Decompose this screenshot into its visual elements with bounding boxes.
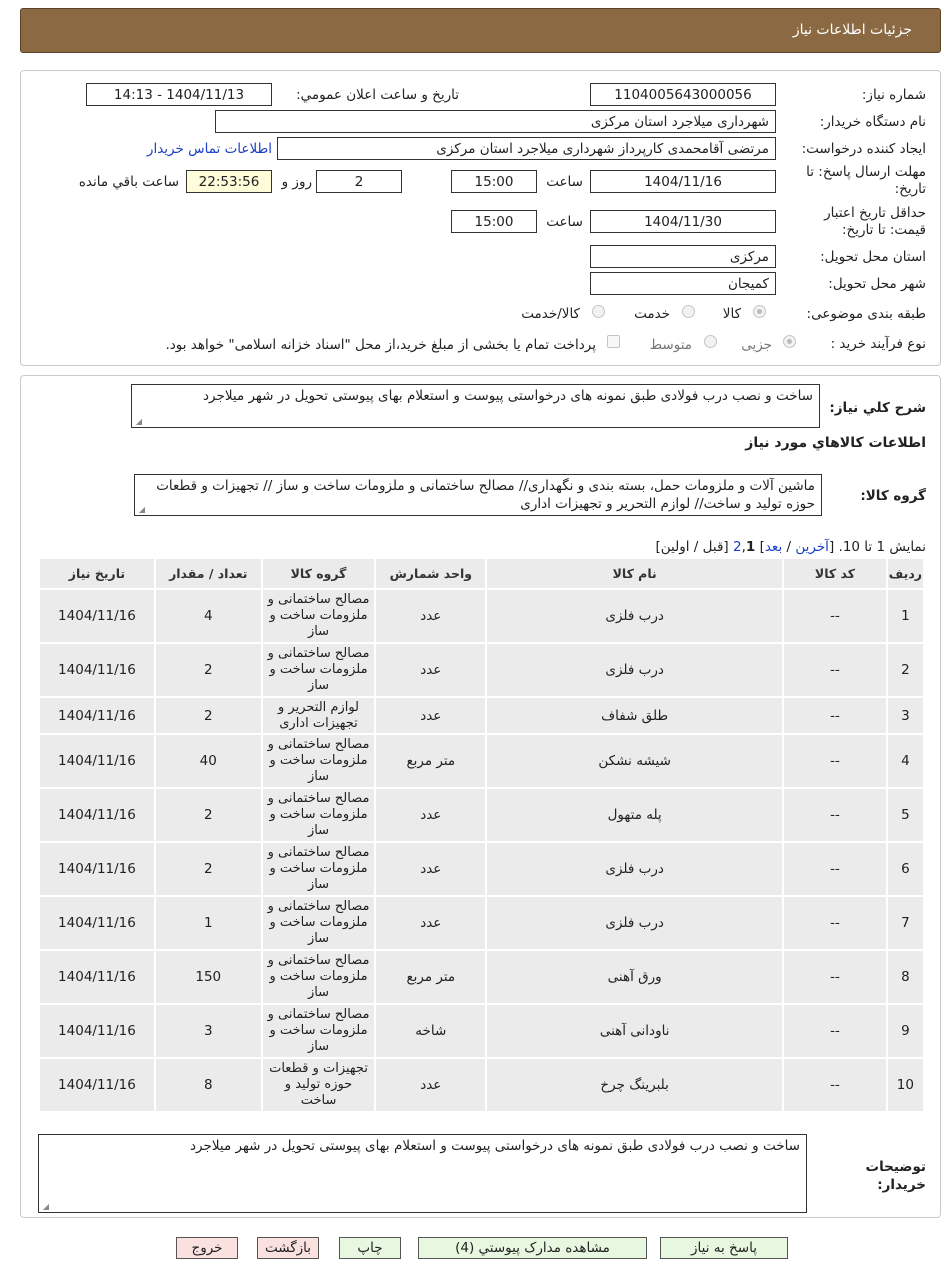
- cell-unit: عدد: [376, 590, 485, 642]
- cell-unit: متر مربع: [376, 735, 485, 787]
- cell-row-num: 6: [888, 843, 923, 895]
- cell-code: --: [784, 644, 886, 696]
- cell-qty: 1: [156, 897, 261, 949]
- cell-code: --: [784, 1059, 886, 1111]
- cell-row-num: 7: [888, 897, 923, 949]
- col-header-code: کد کالا: [784, 559, 886, 588]
- cell-unit: عدد: [376, 789, 485, 841]
- cell-row-num: 2: [888, 644, 923, 696]
- pagination-close-bracket: ]: [759, 539, 765, 555]
- cell-qty: 40: [156, 735, 261, 787]
- creator-field: مرتضی آقامحمدی کارپرداز شهرداری میلاجرد استان مرکزی: [277, 137, 776, 160]
- buyer-field: شهرداری میلاجرد استان مرکزی: [215, 110, 776, 133]
- announce-label: تاریخ و ساعت اعلان عمومي:: [296, 87, 459, 103]
- cell-qty: 3: [156, 1005, 261, 1057]
- cell-qty: 2: [156, 789, 261, 841]
- cell-qty: 150: [156, 951, 261, 1003]
- pagination-open-bracket: [: [828, 539, 835, 555]
- table-row: [40, 897, 923, 949]
- cell-item-name: شیشه نشکن: [487, 735, 782, 787]
- deadline-time-label: ساعت: [546, 174, 583, 190]
- pagination-next-link[interactable]: بعد: [764, 539, 783, 555]
- validity-label: حداقل تاریخ اعتبار قیمت: تا تاریخ:: [824, 205, 926, 238]
- cell-item-name: پله متهول: [487, 789, 782, 841]
- days-label: روز و: [281, 174, 312, 190]
- city-field: کمیجان: [590, 272, 776, 295]
- cell-group: لوازم التحریر و تجهیزات اداری: [263, 698, 375, 733]
- category-option-goods: کالا: [722, 306, 741, 322]
- category-radio-goods[interactable]: [753, 305, 766, 318]
- col-header-unit: واحد شمارش: [376, 559, 485, 588]
- cell-unit: شاخه: [376, 1005, 485, 1057]
- province-field: مرکزی: [590, 245, 776, 268]
- treasury-payment-note: پرداخت تمام یا بخشی از مبلغ خرید،از محل "اسناد خزانه اسلامی" خواهد بود.: [165, 337, 596, 353]
- process-option-minor: جزیی: [741, 337, 772, 353]
- category-option-service: خدمت: [634, 306, 670, 322]
- cell-group: مصالح ساختمانی و ملزومات ساخت و ساز: [263, 789, 375, 841]
- cell-qty: 2: [156, 698, 261, 733]
- buyer-contact-link[interactable]: اطلاعات تماس خریدار: [146, 141, 272, 157]
- cell-need-date: 1404/11/16: [40, 590, 154, 642]
- need-number-field: 1104005643000056: [590, 83, 776, 106]
- category-option-goods-service: کالا/خدمت: [521, 306, 580, 322]
- print-button[interactable]: چاپ: [339, 1237, 401, 1259]
- cell-need-date: 1404/11/16: [40, 897, 154, 949]
- cell-code: --: [784, 590, 886, 642]
- cell-item-name: ورق آهنی: [487, 951, 782, 1003]
- cell-need-date: 1404/11/16: [40, 698, 154, 733]
- creator-label: ایجاد کننده درخواست:: [801, 141, 926, 157]
- pagination-page-1: 1: [745, 539, 756, 555]
- category-radio-service[interactable]: [682, 305, 695, 318]
- cell-group: مصالح ساختمانی و ملزومات ساخت و ساز: [263, 951, 375, 1003]
- cell-group: مصالح ساختمانی و ملزومات ساخت و ساز: [263, 1005, 375, 1057]
- cell-row-num: 1: [888, 590, 923, 642]
- process-option-medium: متوسط: [649, 337, 692, 353]
- buyer-notes-label: توضیحات خریدار:: [865, 1159, 926, 1193]
- buyer-notes-text: ساخت و نصب درب فولادی طبق نمونه های درخواستی پیوست و استعلام بهای پیوستی تحویل در شهر میلاجرد: [190, 1138, 800, 1154]
- summary-text: ساخت و نصب درب فولادی طبق نمونه های درخواستی پیوست و استعلام بهای پیوستی تحویل در شهر میلاجرد: [203, 388, 813, 404]
- summary-label: شرح کلي نیاز:: [829, 400, 926, 416]
- pagination-sep: /: [786, 539, 792, 555]
- pagination-comma: ,: [741, 539, 746, 555]
- cell-row-num: 8: [888, 951, 923, 1003]
- cell-row-num: 9: [888, 1005, 923, 1057]
- cell-need-date: 1404/11/16: [40, 735, 154, 787]
- cell-unit: عدد: [376, 843, 485, 895]
- cell-item-name: طلق شفاف: [487, 698, 782, 733]
- cell-need-date: 1404/11/16: [40, 1005, 154, 1057]
- page-title: جزئیات اطلاعات نیاز: [792, 22, 912, 38]
- cell-unit: عدد: [376, 897, 485, 949]
- col-header-date: تاریخ نیاز: [40, 559, 154, 588]
- cell-code: --: [784, 698, 886, 733]
- cell-unit: متر مربع: [376, 951, 485, 1003]
- validity-time-field: 15:00: [451, 210, 537, 233]
- cell-group: مصالح ساختمانی و ملزومات ساخت و ساز: [263, 735, 375, 787]
- goods-group-text: ماشین آلات و ملزومات حمل، بسته بندی و نگهداری// مصالح ساختمانی و ملزومات ساخت و ساز // تجهیزات و قطعات حوزه تولید و ساخت// لوازم التحریر و تجهیزات اداری: [156, 478, 815, 512]
- city-label: شهر محل تحویل:: [828, 276, 926, 292]
- cell-unit: عدد: [376, 644, 485, 696]
- cell-need-date: 1404/11/16: [40, 1059, 154, 1111]
- table-row: [40, 735, 923, 787]
- attachments-button[interactable]: مشاهده مدارک پیوستي (4): [418, 1237, 647, 1259]
- cell-need-date: 1404/11/16: [40, 644, 154, 696]
- pagination: [656, 539, 926, 555]
- announce-date-field: 1404/11/13 - 14:13: [86, 83, 272, 106]
- process-radio-minor[interactable]: [783, 335, 796, 348]
- cell-item-name: درب فلزی: [487, 590, 782, 642]
- pagination-page-2[interactable]: 2: [732, 539, 742, 555]
- summary-textarea: [131, 384, 820, 428]
- table-row: [40, 1059, 923, 1111]
- cell-row-num: 3: [888, 698, 923, 733]
- col-header-qty: تعداد / مقدار: [156, 559, 261, 588]
- cell-item-name: درب فلزی: [487, 897, 782, 949]
- col-header-row-num: ردیف: [888, 559, 923, 588]
- resize-handle-icon[interactable]: ◢: [42, 1202, 49, 1211]
- col-header-group: گروه کالا: [263, 559, 375, 588]
- items-table: [38, 557, 925, 1113]
- remaining-label: ساعت باقي مانده: [78, 174, 179, 190]
- cell-qty: 2: [156, 644, 261, 696]
- goods-group-label: گروه کالا:: [860, 488, 926, 504]
- deadline-date-field: 1404/11/16: [590, 170, 776, 193]
- table-row: [40, 1005, 923, 1057]
- deadline-time-field: 15:00: [451, 170, 537, 193]
- remaining-time-field: 22:53:56: [186, 170, 272, 193]
- cell-group: تجهیزات و قطعات حوزه تولید و ساخت: [263, 1059, 375, 1111]
- cell-unit: عدد: [376, 698, 485, 733]
- goods-info-title: اطلاعات کالاهاي مورد نیاز: [745, 435, 926, 451]
- cell-code: --: [784, 897, 886, 949]
- cell-row-num: 5: [888, 789, 923, 841]
- cell-item-name: درب فلزی: [487, 843, 782, 895]
- col-header-name: نام کالا: [487, 559, 782, 588]
- process-radio-medium[interactable]: [704, 335, 717, 348]
- remaining-days-field: 2: [316, 170, 402, 193]
- cell-item-name: بلبرینگ چرخ: [487, 1059, 782, 1111]
- cell-group: مصالح ساختمانی و ملزومات ساخت و ساز: [263, 897, 375, 949]
- validity-time-label: ساعت: [546, 214, 583, 230]
- pagination-last-link[interactable]: آخرین: [795, 539, 829, 555]
- category-radio-goods-service[interactable]: [592, 305, 605, 318]
- treasury-payment-checkbox[interactable]: [607, 335, 620, 348]
- items-table-body: [40, 590, 923, 1111]
- cell-group: مصالح ساختمانی و ملزومات ساخت و ساز: [263, 843, 375, 895]
- need-number-label: شماره نیاز:: [861, 87, 926, 103]
- validity-date-field: 1404/11/30: [590, 210, 776, 233]
- goods-group-textarea: [134, 474, 822, 516]
- cell-row-num: 10: [888, 1059, 923, 1111]
- province-label: استان محل تحویل:: [820, 249, 926, 265]
- table-row: [40, 698, 923, 733]
- reply-button[interactable]: پاسخ به نیاز: [660, 1237, 788, 1259]
- process-label: نوع فرآیند خرید :: [830, 336, 926, 352]
- cell-group: مصالح ساختمانی و ملزومات ساخت و ساز: [263, 644, 375, 696]
- table-row: [40, 951, 923, 1003]
- buyer-label: نام دستگاه خریدار:: [819, 114, 926, 130]
- cell-need-date: 1404/11/16: [40, 951, 154, 1003]
- back-button[interactable]: بازگشت: [257, 1237, 319, 1259]
- cell-unit: عدد: [376, 1059, 485, 1111]
- table-row: [40, 644, 923, 696]
- pagination-showing: نمایش 1 تا 10.: [838, 539, 926, 555]
- cell-row-num: 4: [888, 735, 923, 787]
- cell-group: مصالح ساختمانی و ملزومات ساخت و ساز: [263, 590, 375, 642]
- buyer-notes-textarea: [38, 1134, 807, 1213]
- table-row: [40, 843, 923, 895]
- exit-button[interactable]: خروج: [176, 1237, 238, 1259]
- cell-code: --: [784, 843, 886, 895]
- cell-qty: 2: [156, 843, 261, 895]
- category-label: طبقه بندی موضوعی:: [806, 306, 926, 322]
- resize-handle-icon[interactable]: ◢: [138, 505, 145, 514]
- cell-need-date: 1404/11/16: [40, 789, 154, 841]
- cell-code: --: [784, 951, 886, 1003]
- table-row: [40, 789, 923, 841]
- table-header-row: [40, 559, 923, 588]
- cell-code: --: [784, 789, 886, 841]
- table-row: [40, 590, 923, 642]
- cell-item-name: ناودانی آهنی: [487, 1005, 782, 1057]
- cell-need-date: 1404/11/16: [40, 843, 154, 895]
- resize-handle-icon[interactable]: ◢: [135, 417, 142, 426]
- cell-code: --: [784, 735, 886, 787]
- cell-item-name: درب فلزی: [487, 644, 782, 696]
- cell-qty: 4: [156, 590, 261, 642]
- deadline-label: مهلت ارسال پاسخ: تا تاریخ:: [806, 164, 926, 197]
- cell-code: --: [784, 1005, 886, 1057]
- page-header: [20, 8, 941, 53]
- cell-qty: 8: [156, 1059, 261, 1111]
- pagination-prev-first: [قبل / اولین]: [655, 539, 729, 555]
